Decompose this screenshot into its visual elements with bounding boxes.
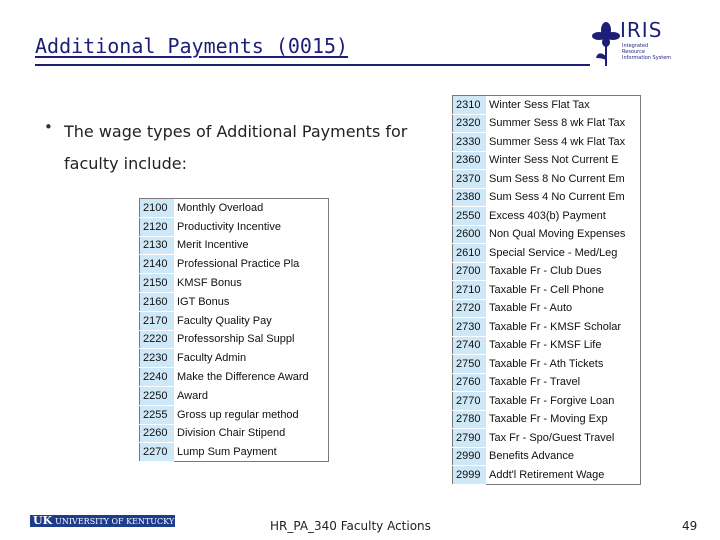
footer-course-title: HR_PA_340 Faculty Actions: [270, 519, 431, 533]
wage-type-description: Taxable Fr - Ath Tickets: [486, 355, 641, 374]
table-row: [453, 299, 641, 318]
logo-subtitle: Integrated Resource Information System: [622, 43, 672, 61]
wage-type-code: 2360: [453, 151, 487, 170]
table-row: [140, 255, 329, 274]
iris-logo: [592, 18, 672, 68]
wage-type-description: Award: [174, 386, 329, 405]
wage-type-description: Benefits Advance: [486, 447, 641, 466]
table-row: [453, 151, 641, 170]
wage-type-code: 2240: [140, 368, 175, 387]
page-number: 49: [682, 519, 698, 533]
wage-type-code: 2370: [453, 170, 487, 189]
table-row: [140, 405, 329, 424]
table-row: [140, 217, 329, 236]
table-row: [140, 311, 329, 330]
table-row: [453, 466, 641, 485]
wage-type-code: 2120: [140, 217, 175, 236]
wage-type-code: 2130: [140, 236, 175, 255]
wage-type-code: 2100: [140, 199, 175, 218]
table-row: [140, 349, 329, 368]
left-wage-type-table: [139, 198, 329, 462]
table-row: [140, 368, 329, 387]
wage-type-description: Lump Sum Payment: [174, 443, 329, 462]
wage-type-code: 2999: [453, 466, 487, 485]
wage-type-description: Excess 403(b) Payment: [486, 207, 641, 226]
table-row: [140, 236, 329, 255]
wage-type-code: 2270: [140, 443, 175, 462]
wage-type-description: Sum Sess 8 No Current Em: [486, 170, 641, 189]
wage-type-description: Make the Difference Award: [174, 368, 329, 387]
wage-type-description: Gross up regular method: [174, 405, 329, 424]
wage-type-description: Taxable Fr - Auto: [486, 299, 641, 318]
table-row: [453, 355, 641, 374]
wage-type-description: IGT Bonus: [174, 292, 329, 311]
wage-type-description: Summer Sess 4 wk Flat Tax: [486, 133, 641, 152]
bullet-text: The wage types of Additional Payments for faculty include:: [64, 122, 408, 173]
university-logo: [30, 515, 175, 527]
table-row: [453, 114, 641, 133]
right-wage-type-table: [452, 95, 641, 485]
wage-type-description: Summer Sess 8 wk Flat Tax: [486, 114, 641, 133]
wage-type-description: Faculty Quality Pay: [174, 311, 329, 330]
wage-type-description: Sum Sess 4 No Current Em: [486, 188, 641, 207]
wage-type-description: Winter Sess Flat Tax: [486, 96, 641, 115]
table-row: [453, 281, 641, 300]
wage-type-code: 2550: [453, 207, 487, 226]
wage-type-description: Taxable Fr - Travel: [486, 373, 641, 392]
wage-type-code: 2740: [453, 336, 487, 355]
wage-type-description: Taxable Fr - Cell Phone: [486, 281, 641, 300]
wage-type-code: 2160: [140, 292, 175, 311]
table-row: [453, 170, 641, 189]
wage-type-description: Taxable Fr - KMSF Scholar: [486, 318, 641, 337]
table-row: [453, 410, 641, 429]
wage-type-description: Merit Incentive: [174, 236, 329, 255]
table-row: [453, 373, 641, 392]
wage-type-code: 2780: [453, 410, 487, 429]
table-row: [140, 292, 329, 311]
table-row: [453, 225, 641, 244]
wage-type-code: 2230: [140, 349, 175, 368]
table-row: [453, 318, 641, 337]
wage-type-description: Professorship Sal Suppl: [174, 330, 329, 349]
slide-title: Additional Payments (0015): [35, 34, 349, 58]
wage-type-description: Productivity Incentive: [174, 217, 329, 236]
wage-type-description: Taxable Fr - Moving Exp: [486, 410, 641, 429]
wage-type-description: Taxable Fr - Forgive Loan: [486, 392, 641, 411]
table-row: [453, 262, 641, 281]
wage-type-code: 2310: [453, 96, 487, 115]
wage-type-code: 2770: [453, 392, 487, 411]
table-row: [140, 424, 329, 443]
table-row: [453, 244, 641, 263]
table-row: [453, 429, 641, 448]
wage-type-code: 2720: [453, 299, 487, 318]
logo-word: IRIS: [620, 18, 663, 42]
table-row: [140, 330, 329, 349]
wage-type-code: 2790: [453, 429, 487, 448]
wage-type-code: 2255: [140, 405, 175, 424]
table-row: [453, 188, 641, 207]
bullet-dot: •: [44, 118, 53, 136]
table-row: [453, 336, 641, 355]
uk-mark: UK: [33, 514, 53, 527]
title-underline: [35, 64, 590, 66]
table-row: [140, 199, 329, 218]
wage-type-code: 2220: [140, 330, 175, 349]
wage-type-code: 2730: [453, 318, 487, 337]
wage-type-description: Professional Practice Pla: [174, 255, 329, 274]
wage-type-code: 2150: [140, 274, 175, 293]
wage-type-description: Taxable Fr - Club Dues: [486, 262, 641, 281]
table-row: [453, 133, 641, 152]
wage-type-code: 2710: [453, 281, 487, 300]
wage-type-description: Addt'l Retirement Wage: [486, 466, 641, 485]
wage-type-code: 2330: [453, 133, 487, 152]
wage-type-code: 2380: [453, 188, 487, 207]
wage-type-description: Special Service - Med/Leg: [486, 244, 641, 263]
wage-type-description: Non Qual Moving Expenses: [486, 225, 641, 244]
table-row: [140, 443, 329, 462]
table-row: [453, 207, 641, 226]
wage-type-code: 2990: [453, 447, 487, 466]
wage-type-description: Division Chair Stipend: [174, 424, 329, 443]
flower-icon: [592, 20, 620, 68]
wage-type-code: 2600: [453, 225, 487, 244]
wage-type-code: 2140: [140, 255, 175, 274]
wage-type-code: 2260: [140, 424, 175, 443]
table-row: [453, 392, 641, 411]
wage-type-description: Monthly Overload: [174, 199, 329, 218]
wage-type-description: KMSF Bonus: [174, 274, 329, 293]
university-name: UNIVERSITY OF KENTUCKY: [55, 517, 175, 526]
wage-type-code: 2320: [453, 114, 487, 133]
wage-type-code: 2700: [453, 262, 487, 281]
table-row: [453, 447, 641, 466]
wage-type-code: 2250: [140, 386, 175, 405]
table-row: [453, 96, 641, 115]
wage-type-description: Tax Fr - Spo/Guest Travel: [486, 429, 641, 448]
wage-type-description: Taxable Fr - KMSF Life: [486, 336, 641, 355]
wage-type-description: Winter Sess Not Current E: [486, 151, 641, 170]
wage-type-code: 2610: [453, 244, 487, 263]
table-row: [140, 274, 329, 293]
wage-type-code: 2170: [140, 311, 175, 330]
table-row: [140, 386, 329, 405]
wage-type-code: 2750: [453, 355, 487, 374]
wage-type-code: 2760: [453, 373, 487, 392]
wage-type-description: Faculty Admin: [174, 349, 329, 368]
